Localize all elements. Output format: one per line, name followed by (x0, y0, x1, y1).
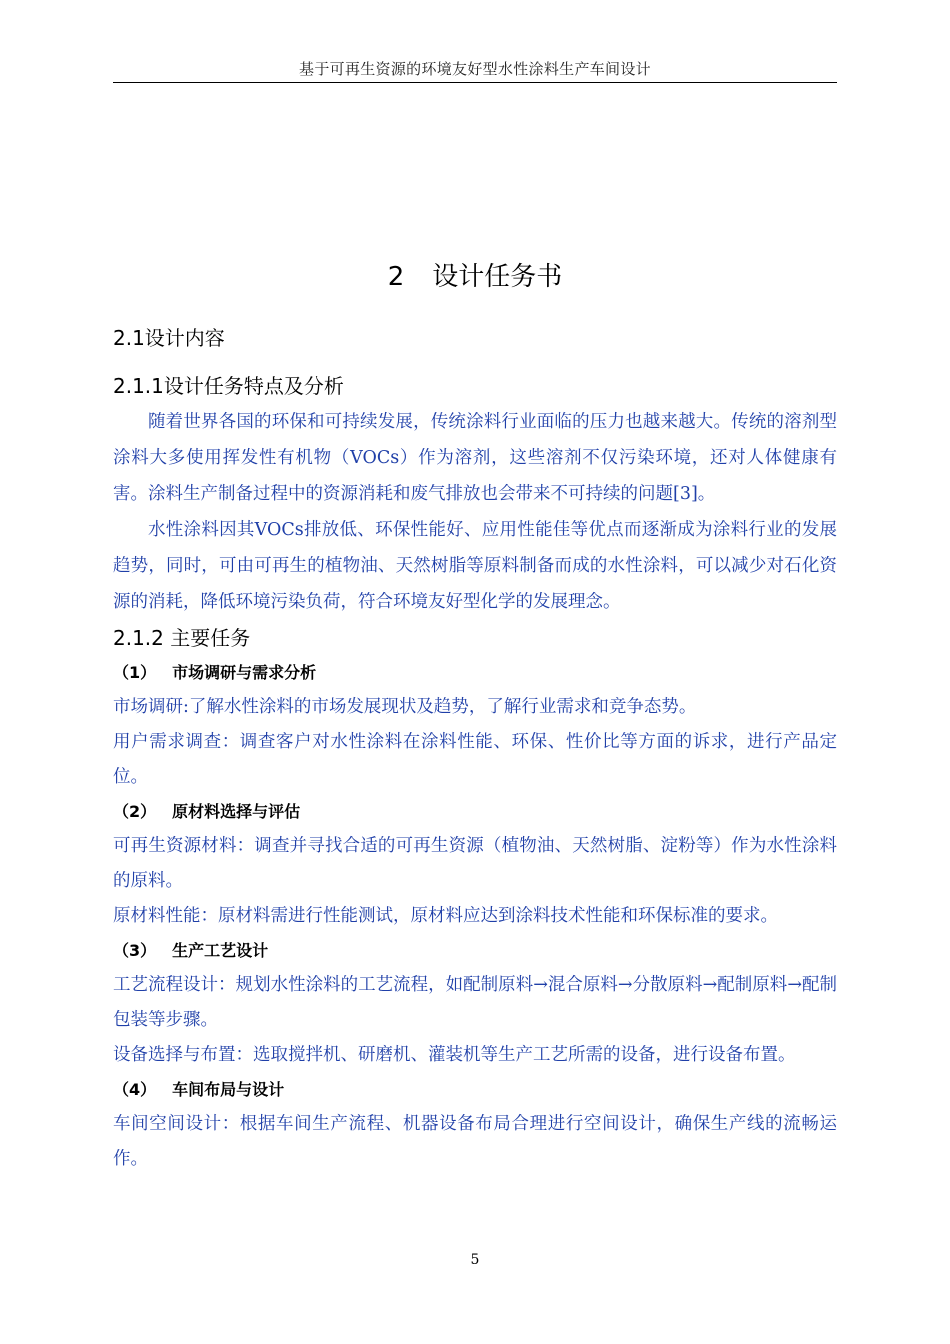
task-item: 市场调研:了解水性涂料的市场发展现状及趋势，了解行业需求和竞争态势。 (113, 697, 697, 717)
task-title: 车间布局与设计 (172, 1080, 285, 1099)
task-item: 可再生资源材料：调查并寻找合适的可再生资源（植物油、天然树脂、淀粉等）作为水性涂料的原料。 (113, 836, 837, 891)
task-heading-1 (113, 656, 837, 690)
task-number: （4） (113, 1080, 157, 1099)
task-item: 用户需求调查：调查客户对水性涂料在涂料性能、环保、性价比等方面的诉求，进行产品定位。 (113, 732, 837, 787)
header-rule (113, 82, 837, 83)
task-title: 原材料选择与评估 (172, 802, 301, 821)
task-item: 原材料性能：原材料需进行性能测试，原材料应达到涂料技术性能和环保标准的要求。 (113, 906, 778, 926)
chapter-heading: 设计任务书 (432, 262, 563, 292)
chapter-number: 2 (387, 262, 405, 292)
task-number: （1） (113, 663, 157, 682)
section-heading: 2.1设计内容 (113, 326, 225, 350)
page-content (113, 318, 837, 1177)
paragraph-1: 随着世界各国的环保和可持续发展，传统涂料行业面临的压力也越来越大。传统的溶剂型涂料大多使用挥发性有机物（VOCs）作为溶剂，这些溶剂不仅污染环境，还对人体健康有害。涂料生产制备过程中的资源消耗和废气排放也会带来不可持续的问题[3]。 (113, 412, 837, 504)
task-item: 工艺流程设计：规划水性涂料的工艺流程，如配制原料→混合原料→分散原料→配制原料→配制包装等步骤。 (113, 975, 837, 1030)
task-item: 车间空间设计：根据车间生产流程、机器设备布局合理进行空间设计，确保生产线的流畅运作。 (113, 1114, 837, 1169)
task-number: （3） (113, 941, 157, 960)
task-title: 市场调研与需求分析 (172, 663, 317, 682)
page-header: 基于可再生资源的环境友好型水性涂料生产车间设计 (299, 60, 651, 78)
task-heading-3 (113, 934, 837, 968)
page-number: 5 (470, 1252, 480, 1268)
subsection-heading-2-1-2: 2.1.2 主要任务 (113, 626, 251, 650)
task-number: （2） (113, 802, 157, 821)
paragraph-2: 水性涂料因其VOCs排放低、环保性能好、应用性能佳等优点而逐渐成为涂料行业的发展趋势，同时，可由可再生的植物油、天然树脂等原料制备而成的水性涂料，可以减少对石化资源的消耗，降低环境污染负荷，符合环境友好型化学的发展理念。 (113, 520, 837, 612)
chapter-title (0, 256, 950, 293)
task-heading-4 (113, 1073, 837, 1107)
task-heading-2 (113, 795, 837, 829)
subsection-heading-2-1-1: 2.1.1设计任务特点及分析 (113, 374, 344, 398)
task-title: 生产工艺设计 (172, 941, 269, 960)
task-item: 设备选择与布置：选取搅拌机、研磨机、灌装机等生产工艺所需的设备，进行设备布置。 (113, 1045, 796, 1065)
